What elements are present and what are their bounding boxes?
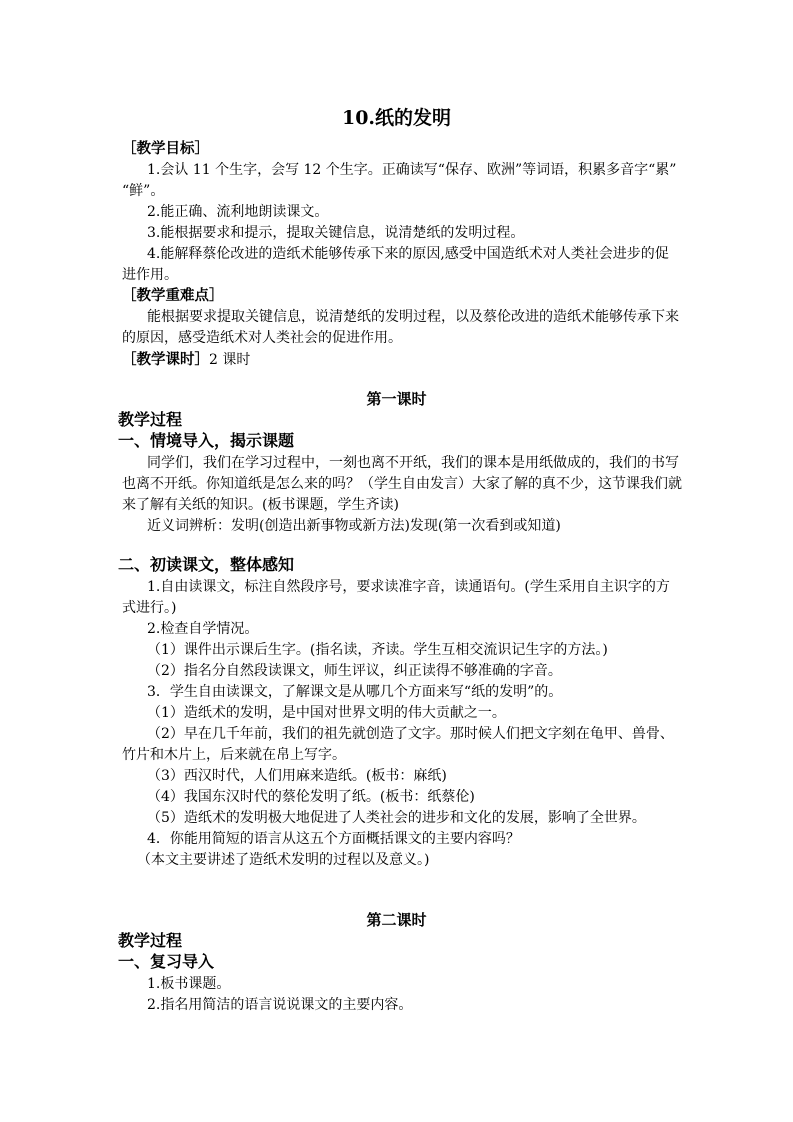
lesson1-s2-item3-sub1: （1）造纸术的发明，是中国对世界文明的伟大贡献之一。 bbox=[147, 705, 506, 721]
lesson1-s2-item3-sub3: （3）西汉时代，人们用麻来造纸。(板书：麻纸) bbox=[147, 768, 447, 784]
lesson1-s2-item2-sub1: （1）课件出示课后生字。(指名读，齐读。学生互相交流识记生字的方法。) bbox=[147, 642, 608, 658]
objective-4-line-b: 进作用。 bbox=[122, 267, 178, 283]
lesson1-s1-p1-line-b: 也离不开纸。你知道纸是怎么来的吗？（学生自由发言）大家了解的真不少，这节课我们就 bbox=[122, 476, 682, 492]
objective-1-line-a: 1.会认 11 个生字，会写 12 个生字。正确读写“保存、欧洲”等词语，积累多音字“累” bbox=[147, 162, 677, 178]
lesson1-s2-item1-line-b: 式进行。) bbox=[122, 600, 177, 616]
objective-2: 2.能正确、流利地朗读课文。 bbox=[147, 204, 329, 220]
lesson1-s2-item3-sub5: （5）造纸术的发明极大地促进了人类社会的进步和文化的发展，影响了全世界。 bbox=[147, 810, 646, 826]
lesson1-s1-p1-line-a: 同学们，我们在学习过程中，一刻也离不开纸，我们的课本是用纸做成的，我们的书写 bbox=[147, 455, 679, 471]
lesson1-s2-item3-sub4: （4）我国东汉时代的蔡伦发明了纸。(板书：纸蔡伦) bbox=[147, 789, 475, 805]
document-title: 10.纸的发明 bbox=[341, 107, 452, 129]
objectives-heading: ［教学目标］ bbox=[122, 140, 209, 157]
hours-line bbox=[122, 350, 250, 370]
lesson1-section1-heading: 一、情境导入，揭示课题 bbox=[118, 431, 295, 450]
lesson1-title: 第一课时 bbox=[366, 390, 427, 408]
lesson2-s1-item1: 1.板书课题。 bbox=[147, 976, 231, 992]
keypoints-heading: ［教学重难点］ bbox=[122, 287, 224, 304]
lesson1-s2-item4: 4．你能用简短的语言从这五个方面概括课文的主要内容吗？ bbox=[147, 831, 520, 847]
lesson2-section1-heading: 一、复习导入 bbox=[118, 952, 215, 971]
lesson1-s1-p2: 近义词辨析：发明(创造出新事物或新方法)发现(第一次看到或知道) bbox=[147, 518, 561, 534]
keypoints-line-b: 的原因，感受造纸术对人类社会的促进作用。 bbox=[122, 330, 402, 346]
lesson1-s2-item2-sub2: （2）指名分自然段读课文，师生评议，纠正读得不够准确的字音。 bbox=[147, 663, 562, 679]
objective-3: 3.能根据要求和提示，提取关键信息，说清楚纸的发明过程。 bbox=[147, 225, 525, 241]
lesson2-s1-item2: 2.指名用简洁的语言说说课文的主要内容。 bbox=[147, 997, 413, 1013]
lesson1-s2-item2: 2.检查自学情况。 bbox=[147, 621, 259, 637]
lesson2-title: 第二课时 bbox=[366, 911, 427, 929]
hours-value: 2 课时 bbox=[209, 352, 251, 368]
objective-1-line-b: “鲜”。 bbox=[122, 183, 165, 199]
lesson2-process-heading: 教学过程 bbox=[118, 931, 183, 950]
keypoints-line-a: 能根据要求提取关键信息，说清楚纸的发明过程，以及蔡伦改进的造纸术能够传承下来 bbox=[147, 309, 679, 325]
lesson1-s2-item1-line-a: 1.自由读课文，标注自然段序号，要求读准字音，读通语句。(学生采用自主识字的方 bbox=[147, 579, 670, 595]
lesson1-s2-item3-sub2-line-a: （2）早在几千年前，我们的祖先就创造了文字。那时候人们把文字刻在龟甲、兽骨、 bbox=[147, 726, 674, 742]
lesson1-section2-heading: 二、初读课文，整体感知 bbox=[118, 555, 295, 574]
lesson1-process-heading: 教学过程 bbox=[118, 410, 183, 429]
lesson1-s2-item3: 3．学生自由读课文，了解课文是从哪几个方面来写“纸的发明”的。 bbox=[147, 684, 563, 700]
lesson1-s2-item4-answer: （本文主要讲述了造纸术发明的过程以及意义。) bbox=[137, 852, 430, 868]
lesson1-s1-p1-line-c: 来了解有关纸的知识。(板书课题，学生齐读) bbox=[122, 497, 399, 513]
objective-4-line-a: 4.能解释蔡伦改进的造纸术能够传承下来的原因,感受中国造纸术对人类社会进步的促 bbox=[147, 246, 669, 262]
lesson1-s2-item3-sub2-line-b: 竹片和木片上，后来就在帛上写字。 bbox=[122, 747, 346, 763]
hours-heading: ［教学课时］ bbox=[122, 351, 209, 368]
